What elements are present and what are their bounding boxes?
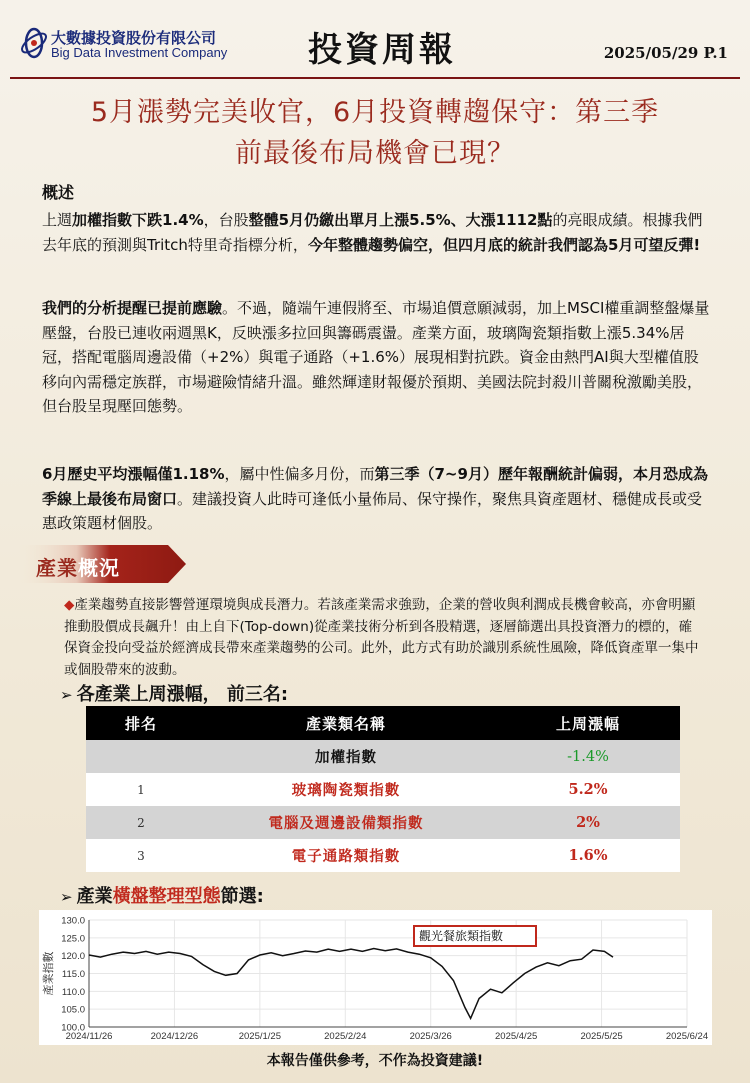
- x-tick-label: 2025/4/25: [495, 1031, 538, 1042]
- change-cell: 2%: [496, 806, 680, 839]
- industry-description: [64, 595, 704, 681]
- legend-label: 觀光餐旅類指數: [419, 929, 504, 943]
- series-line: [89, 949, 613, 1019]
- table-row: [86, 839, 680, 872]
- change-cell: -1.4%: [496, 740, 680, 773]
- body-text: ，台股: [203, 211, 249, 229]
- table-row: [86, 806, 680, 839]
- headline: [20, 92, 730, 174]
- headline-line-1: 5月漲勢完美收官，6月投資轉趨保守：第三季: [90, 97, 660, 128]
- overview-paragraph-3: [42, 462, 712, 536]
- diamond-bullet-icon: ◆: [64, 597, 75, 613]
- industry-name-cell: 電腦及週邊設備類指數: [196, 806, 496, 839]
- rank-cell: [86, 740, 196, 773]
- top3-heading-text: 各產業上周漲幅， 前三名:: [76, 684, 289, 705]
- change-cell: 1.6%: [496, 839, 680, 872]
- rank-cell: 1: [86, 773, 196, 806]
- industry-name-cell: 加權指數: [196, 740, 496, 773]
- company-name-en: Big Data Investment Company: [51, 45, 228, 60]
- x-tick-label: 2025/6/24: [665, 1031, 709, 1042]
- body-text: ，屬中性偏多月份，而: [224, 465, 375, 483]
- banner-label-part-2: 概況: [78, 556, 120, 580]
- body-text: 上週: [42, 211, 73, 229]
- overview-paragraph-2: [42, 296, 712, 419]
- industry-banner-label: [36, 552, 120, 581]
- disclaimer-footer: 本報告僅供參考，不作為投資建議!: [266, 1053, 484, 1069]
- industry-description-text: 產業趨勢直接影響營運環境與成長潛力。若該產業需求強勁，企業的營收與利潤成長機會較高，亦會明顯推動股價成長飆升！由上自下(Top-down)從產業技術分析到各股精選，逐層篩選出具投資潛力的標的，確保資金投向受益於經濟成長帶來產業趨勢的公司。此外，此方式有助於識別系統性風險，降低資產單一集中或個股帶來的波動。: [64, 597, 699, 678]
- company-logo-icon: [17, 26, 51, 60]
- top3-table: [86, 706, 680, 872]
- company-logo: [17, 24, 247, 64]
- company-name-cn: 大數據投資股份有限公司: [51, 29, 217, 47]
- emphasis-text: 整體5月仍繳出單月上漲5.5%、大漲1112點: [248, 211, 553, 229]
- x-tick-label: 2025/5/25: [580, 1031, 623, 1042]
- y-axis-label: 產業指數: [42, 951, 55, 996]
- y-tick-label: 120.0: [61, 951, 85, 963]
- banner-label-part-1: 產業: [36, 556, 78, 580]
- x-tick-label: 2025/3/26: [409, 1031, 452, 1042]
- overview-paragraph-1: [42, 208, 712, 257]
- emphasis-text: 今年整體趨勢偏空，但四月底的統計我們認為5月可望反彈!: [307, 235, 701, 254]
- emphasis-text: 第三季（7~9月）歷年報酬統計偏弱，本月恐成為季線上最後布局窗口: [42, 465, 708, 508]
- screen-heading-part-2: 橫盤整理型態: [112, 886, 221, 907]
- rank-cell: 2: [86, 806, 196, 839]
- table-header-row: [86, 706, 680, 740]
- report-title: 投資周報: [308, 30, 456, 70]
- body-text: 。建議投資人此時可逢低小量佈局、保守操作，聚焦具資產題材、穩健成長或受惠政策題材個股。: [42, 489, 703, 532]
- screen-heading-part-1: 產業: [76, 886, 113, 907]
- arrow-bullet-icon: ➢: [60, 686, 73, 704]
- rank-cell: 3: [86, 839, 196, 872]
- overview-label: 概述: [42, 183, 75, 202]
- industry-index-chart: [39, 910, 712, 1045]
- x-tick-label: 2025/1/25: [238, 1031, 281, 1042]
- y-tick-label: 115.0: [61, 969, 85, 980]
- report-date-page: 2025/05/29 P.1: [603, 44, 728, 62]
- chart-svg: [39, 910, 712, 1045]
- screen-heading-part-3: 節選:: [220, 886, 264, 907]
- y-tick-label: 110.0: [61, 986, 85, 998]
- emphasis-text: 加權指數下跌1.4%: [72, 211, 204, 229]
- headline-line-2: 前最後布局機會已現？: [235, 138, 515, 169]
- y-tick-label: 130.0: [61, 915, 85, 927]
- header-divider: [10, 77, 740, 79]
- table-row: [86, 740, 680, 773]
- y-tick-label: 105.0: [61, 1004, 85, 1016]
- x-tick-label: 2024/11/26: [65, 1031, 113, 1042]
- emphasis-text: 我們的分析提醒已提前應驗: [42, 299, 223, 317]
- y-tick-label: 125.0: [61, 933, 85, 945]
- col-change-header: 上周漲幅: [496, 706, 680, 740]
- arrow-bullet-icon: ➢: [60, 888, 73, 906]
- industry-name-cell: 電子通路類指數: [196, 839, 496, 872]
- col-name-header: 產業類名稱: [196, 706, 496, 740]
- col-rank-header: 排名: [86, 706, 196, 740]
- top3-heading: [60, 680, 288, 706]
- body-text: 。不過，隨端午連假將至、市場追價意願減弱，加上MSCI權重調整盤爆量壓盤，台股已連收兩週黑K，反映漲多拉回與籌碼震盪。產業方面，玻璃陶瓷類指數上漲5.34%居冠，搭配電腦周邊設備（+2%）與電子通路（+1.6%）展現相對抗跌。資金由熱門AI與大型權值股移向內需穩定族群，市場避險情緒升溫。雖然輝達財報優於預期、美國法院封殺川普關稅激勵美股，但台股呈現壓回態勢。: [42, 299, 710, 415]
- industry-name-cell: 玻璃陶瓷類指數: [196, 773, 496, 806]
- body-text: 的亮眼成績。根據我們去年底的預測與Tritch特里奇指標分析，: [42, 211, 703, 254]
- table-row: [86, 773, 680, 806]
- x-tick-label: 2024/12/26: [150, 1031, 199, 1042]
- emphasis-text: 6月歷史平均漲幅僅1.18%: [42, 465, 225, 483]
- screen-heading: [60, 882, 264, 908]
- x-tick-label: 2025/2/24: [324, 1031, 367, 1042]
- change-cell: 5.2%: [496, 773, 680, 806]
- industry-section-banner: [18, 545, 188, 583]
- page-header: [0, 0, 750, 78]
- y-tick-label: 100.0: [61, 1022, 85, 1034]
- overview-section-label: [42, 180, 74, 203]
